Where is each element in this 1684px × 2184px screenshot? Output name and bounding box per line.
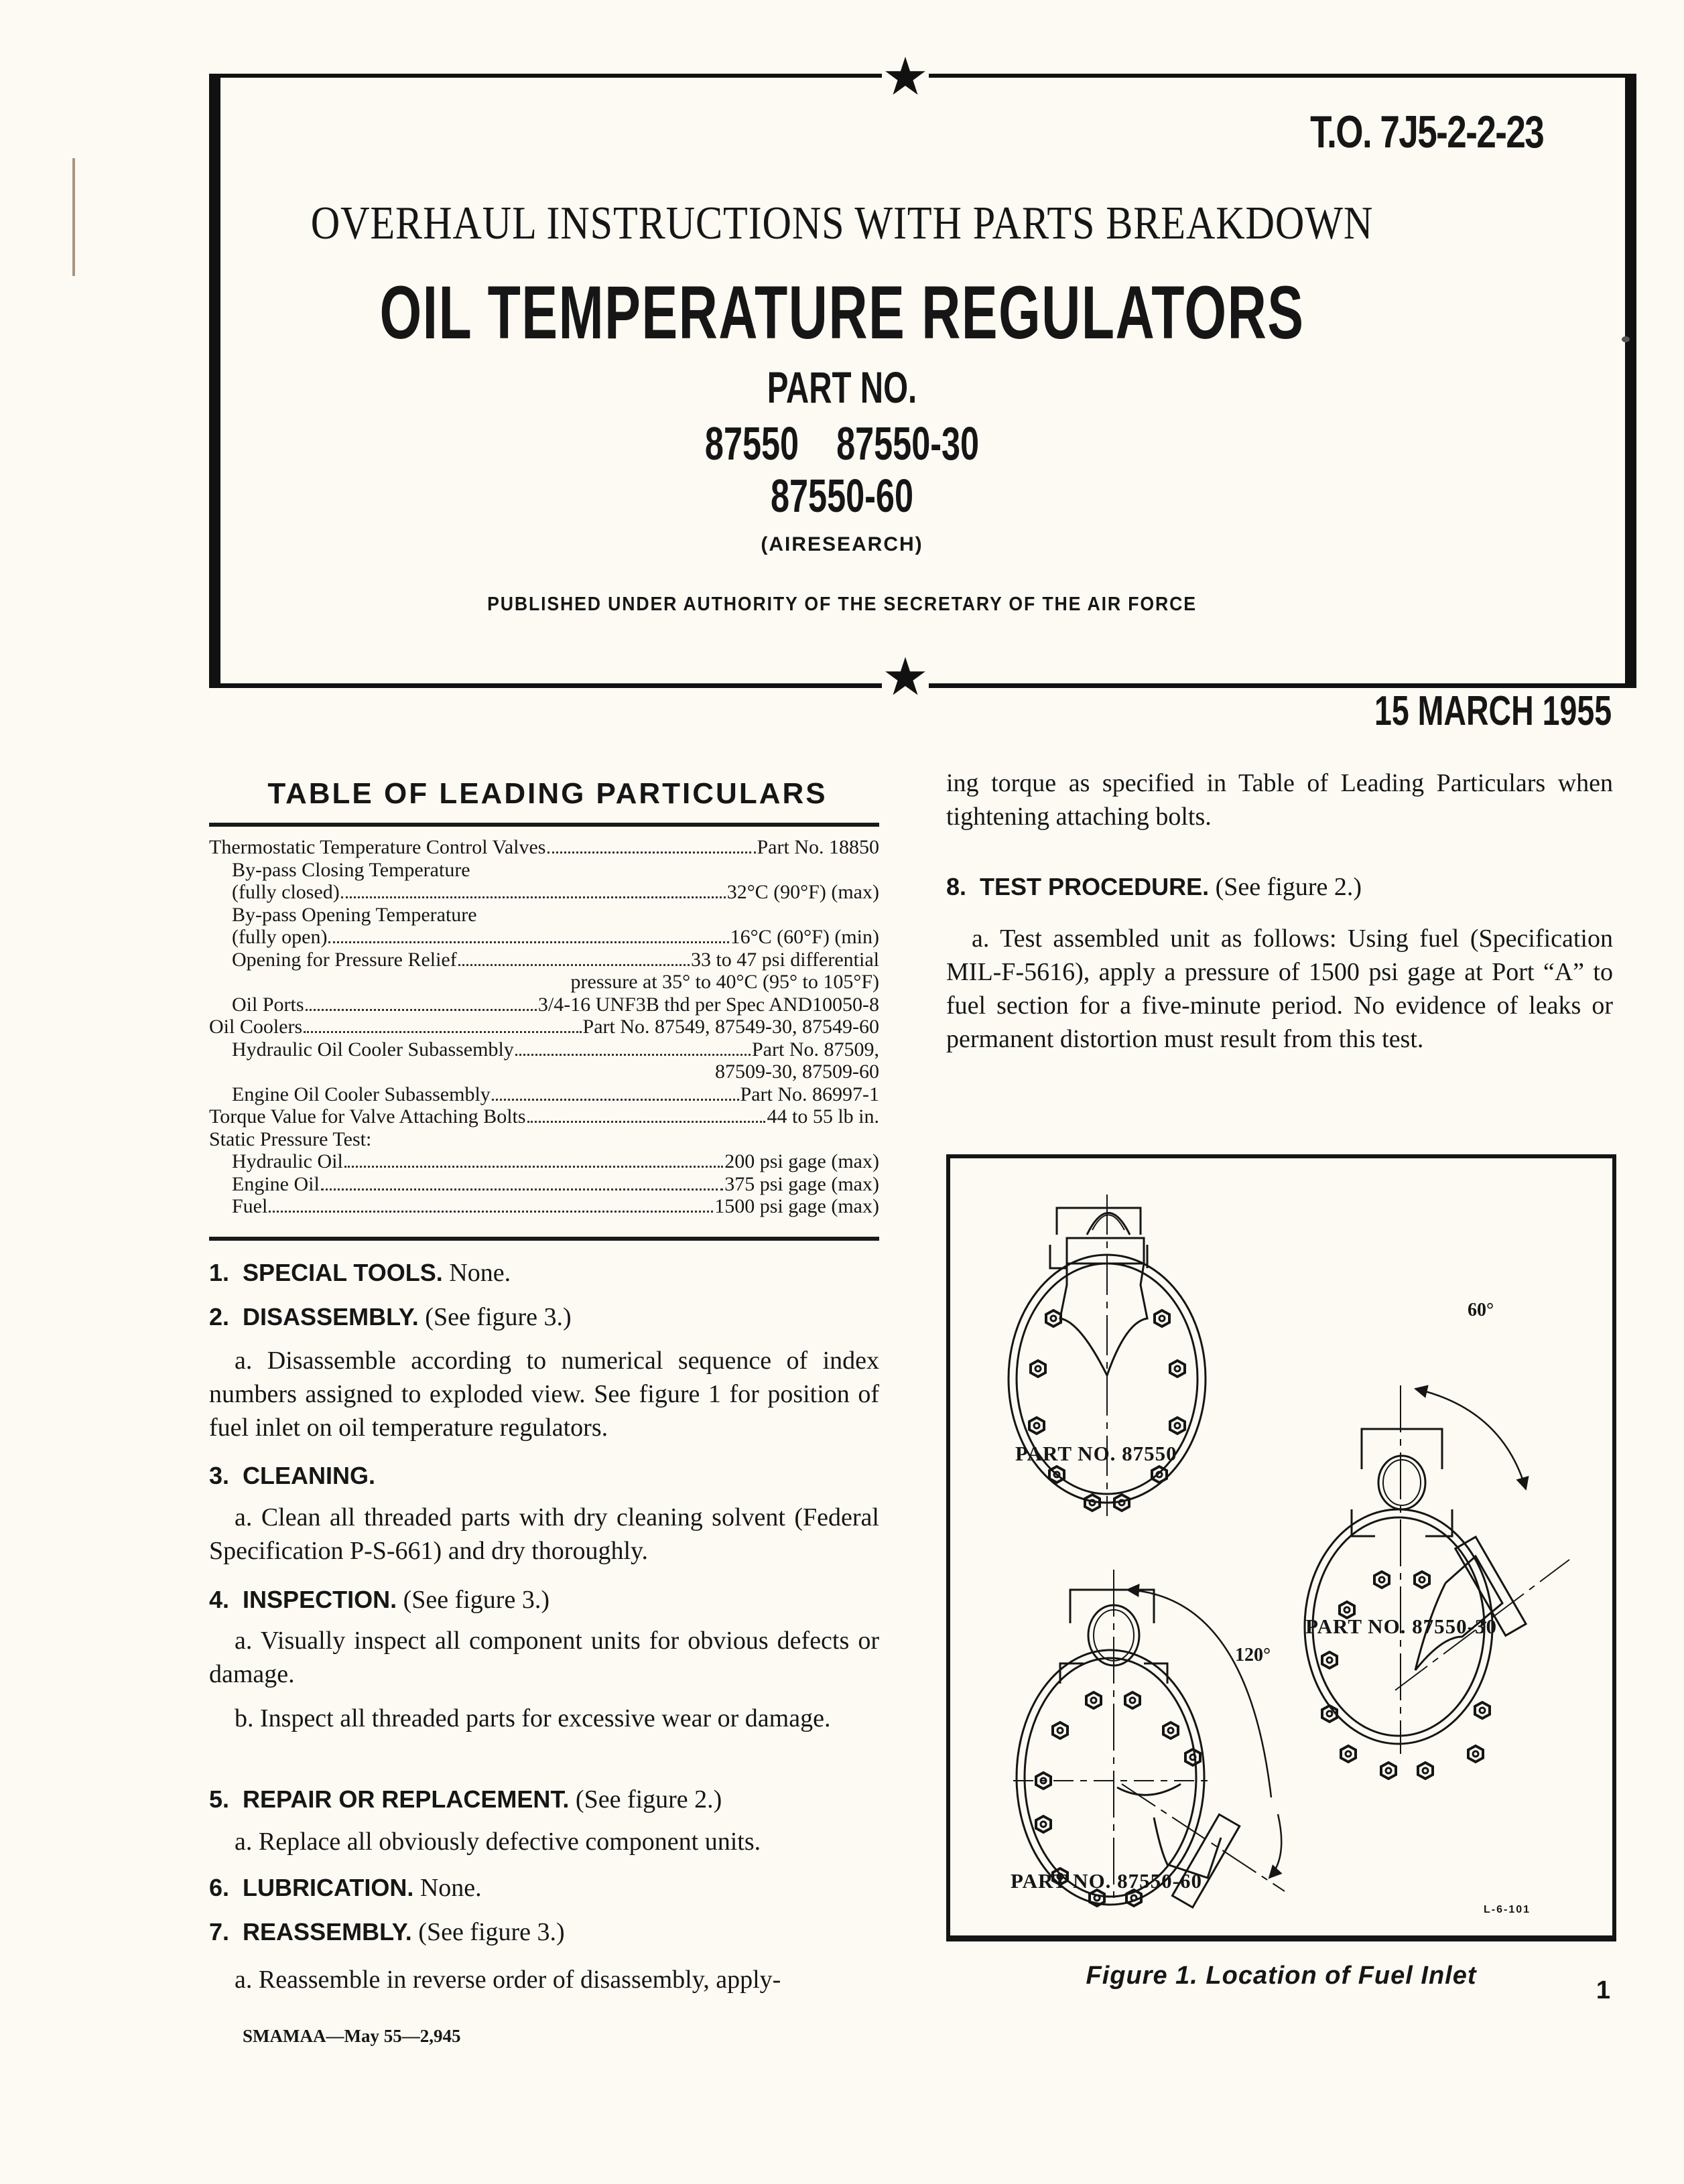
particulars-row: [232, 1038, 879, 1061]
particulars-row: [209, 836, 879, 859]
publication-date: 15 MARCH 1955: [1374, 688, 1612, 734]
figure-label-87550-60: PART NO. 87550-60: [1011, 1869, 1203, 1893]
part-numbers-line2: 87550-60: [770, 470, 913, 522]
particulars-row: [232, 904, 879, 927]
particulars-value: 32°C (90°F) (max): [726, 881, 879, 903]
technical-order-number: T.O. 7J5-2-2-23: [1309, 107, 1543, 157]
section-3-para-a: a. Clean all threaded parts with dry cleaning solvent (Federal Specification P-S-661) and dry thoroughly.: [209, 1503, 879, 1565]
particulars-value: 33 to 47 psi differential: [690, 948, 879, 971]
fuel-inlet-diagram: [946, 1154, 1616, 1941]
particulars-value: 375 psi gage (max): [724, 1172, 879, 1195]
print-code: SMAMAA—May 55—2,945: [243, 2026, 461, 2046]
heading-rule: [209, 823, 879, 827]
regulator-87550-60-drawing: [1013, 1570, 1285, 1907]
particulars-row: [232, 926, 879, 949]
particulars-row: [232, 1195, 879, 1218]
leader-dots: [304, 1031, 581, 1033]
section-2-heading: 2. DISASSEMBLY. (See figure 3.): [209, 1303, 572, 1331]
document-title: OIL TEMPERATURE REGULATORS: [379, 271, 1305, 354]
particulars-label: Fuel: [232, 1195, 268, 1217]
section-7-heading: 7. REASSEMBLY. (See figure 3.): [209, 1918, 565, 1946]
particulars-label: Hydraulic Oil Cooler Subassembly: [232, 1038, 514, 1061]
particulars-label: Torque Value for Valve Attaching Bolts: [209, 1105, 526, 1128]
figure-caption: Figure 1. Location of Fuel Inlet: [1086, 1962, 1477, 1990]
part-no-label: PART NO.: [767, 362, 917, 412]
section-1-heading: 1. SPECIAL TOOLS. None.: [209, 1259, 511, 1287]
section-5-heading: 5. REPAIR OR REPLACEMENT. (See figure 2.): [209, 1785, 722, 1814]
leader-dots: [527, 1121, 766, 1123]
particulars-label: (fully closed): [232, 881, 340, 903]
star-icon-top: ★: [882, 47, 929, 107]
leader-dots: [306, 1009, 537, 1011]
particulars-value: Part No. 18850: [757, 836, 879, 858]
section-4-heading: 4. INSPECTION. (See figure 3.): [209, 1586, 549, 1614]
star-icon-bottom: ★: [882, 647, 929, 707]
particulars-row: [209, 1128, 879, 1151]
leader-dots: [492, 1099, 739, 1101]
particulars-row: [209, 1016, 879, 1038]
particulars-value: 3/4-16 UNF3B thd per Spec AND10050-8: [537, 993, 879, 1016]
figure-label-87550-30: PART NO. 87550-30: [1305, 1615, 1498, 1638]
section-7-para-a: a. Reassemble in reverse order of disassembly, apply-: [235, 1966, 781, 1994]
particulars-row: [232, 881, 879, 904]
particulars-row: [232, 1061, 879, 1083]
section-5-para-a: a. Replace all obviously defective component units.: [235, 1828, 761, 1856]
leading-particulars-heading: TABLE OF LEADING PARTICULARS: [267, 777, 828, 810]
leader-dots: [547, 851, 756, 854]
particulars-row: [232, 1083, 879, 1106]
particulars-row: [232, 1150, 879, 1173]
section-3-heading: 3. CLEANING.: [209, 1462, 376, 1489]
particulars-label: Thermostatic Temperature Control Valves: [209, 836, 546, 858]
document-subtitle: OVERHAUL INSTRUCTIONS WITH PARTS BREAKDOWN: [310, 198, 1374, 249]
particulars-label: Static Pressure Test:: [209, 1128, 372, 1150]
manufacturer-label: (AIRESEARCH): [761, 533, 923, 555]
particulars-row: [232, 994, 879, 1016]
particulars-label: Opening for Pressure Relief: [232, 948, 457, 971]
section-6-heading: 6. LUBRICATION. None.: [209, 1874, 482, 1902]
particulars-value: 16°C (60°F) (min): [730, 926, 879, 948]
leader-dots: [328, 941, 728, 943]
leader-dots: [458, 964, 690, 966]
particulars-label: Oil Ports: [232, 993, 304, 1016]
particulars-row: [232, 859, 879, 882]
table-bottom-rule: [209, 1237, 879, 1241]
leader-dots: [321, 1188, 723, 1190]
particulars-label: (fully open): [232, 926, 328, 948]
particulars-value: 1500 psi gage (max): [714, 1195, 879, 1217]
particulars-label: Engine Oil: [232, 1172, 320, 1195]
scan-speck: [1622, 336, 1630, 342]
particulars-label: Hydraulic Oil: [232, 1150, 343, 1172]
leader-dots: [341, 896, 726, 898]
particulars-row: [232, 1173, 879, 1196]
regulator-87550-drawing: [1009, 1195, 1206, 1516]
part-numbers-line1: 87550 87550-30: [704, 417, 980, 470]
particulars-value: 87509-30, 87509-60: [715, 1061, 879, 1083]
particulars-label: Engine Oil Cooler Subassembly: [232, 1083, 491, 1105]
leader-dots: [269, 1211, 713, 1213]
section-4-para-a: a. Visually inspect all component units for obvious defects or damage.: [209, 1627, 879, 1688]
section-4-para-b: b. Inspect all threaded parts for excessive wear or damage.: [235, 1704, 831, 1732]
section-2-para-a: a. Disassemble according to numerical sequence of index numbers assigned to exploded view. See figure 1 for position of fuel inlet on oil temperature regulators.: [209, 1347, 879, 1442]
angle-label-60: 60°: [1468, 1300, 1494, 1320]
section-8-para-a: a. Test assembled unit as follows: Using fuel (Specification MIL-F-5616), apply a pressure of 1500 psi gage at Port “A” to fuel section for a five-minute period. No evidence of leaks or permanent distortion must result from this test.: [946, 925, 1613, 1053]
particulars-label: Oil Coolers: [209, 1016, 303, 1038]
reassembly-continuation: ing torque as specified in Table of Leading Particulars when tightening attaching bolts.: [946, 769, 1613, 831]
leader-dots: [344, 1166, 723, 1168]
regulator-87550-30-drawing: [1305, 1385, 1569, 1779]
scan-stain-mark: [72, 158, 75, 276]
section-8-heading: 8. TEST PROCEDURE. (See figure 2.): [946, 873, 1362, 901]
authority-statement: PUBLISHED UNDER AUTHORITY OF THE SECRETARY OF THE AIR FORCE: [487, 594, 1197, 615]
drawing-code: L-6-101: [1484, 1904, 1531, 1915]
particulars-value: 44 to 55 lb in.: [767, 1105, 879, 1128]
particulars-label: By-pass Opening Temperature: [232, 903, 477, 926]
particulars-row: [232, 949, 879, 971]
page-number: 1: [1596, 1976, 1610, 2004]
particulars-value: pressure at 35° to 40°C (95° to 105°F): [570, 971, 879, 993]
leader-dots: [515, 1054, 751, 1056]
particulars-value: Part No. 86997-1: [740, 1083, 879, 1105]
angle-label-120: 120°: [1235, 1645, 1271, 1665]
particulars-value: Part No. 87549, 87549-30, 87549-60: [582, 1016, 879, 1038]
particulars-label: By-pass Closing Temperature: [232, 858, 470, 881]
particulars-value: Part No. 87509,: [752, 1038, 879, 1061]
particulars-row: [209, 1105, 879, 1128]
particulars-value: 200 psi gage (max): [724, 1150, 879, 1172]
figure-label-87550: PART NO. 87550: [1015, 1442, 1177, 1465]
particulars-row: [232, 971, 879, 994]
